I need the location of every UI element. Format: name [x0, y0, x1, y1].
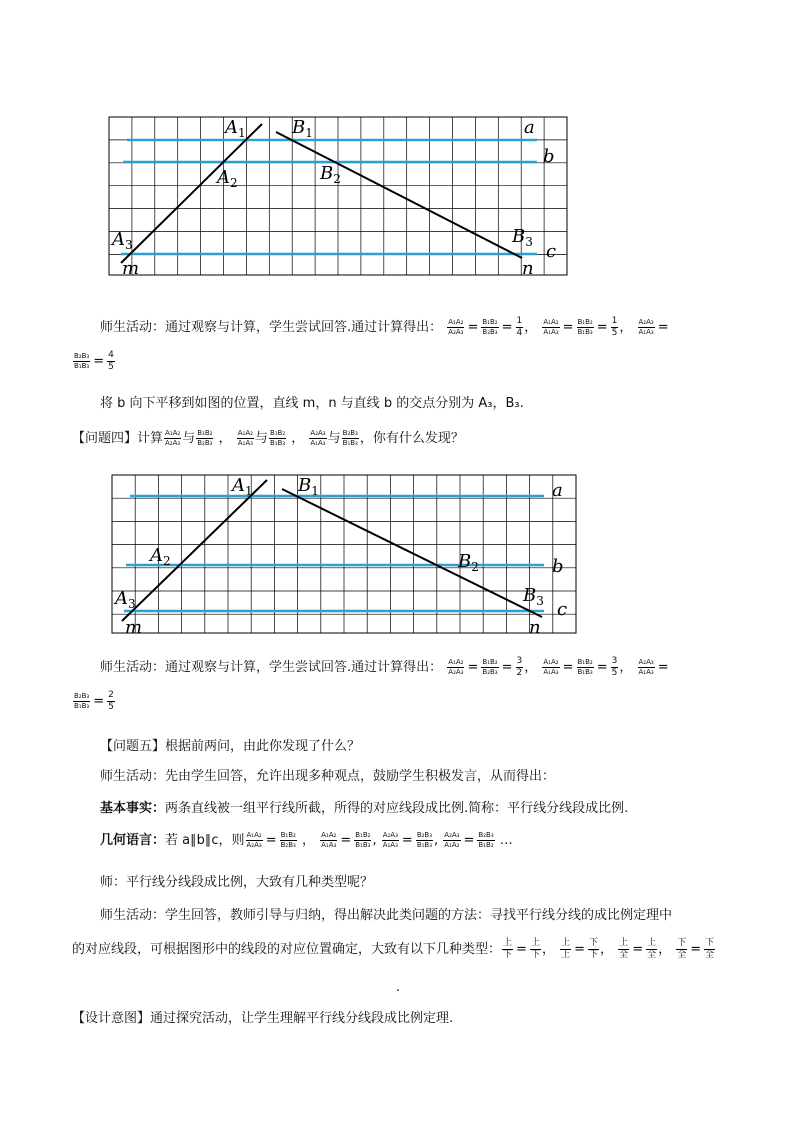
type-fraction: $\frac{\text{上}}{\text{下}}$ [530, 938, 540, 960]
paragraph-12: . [396, 980, 401, 995]
paragraph-4-cont: $\frac{\text{B₂B₃}}{\text{B₁B₃}}$ = $\frac{2}{5}$ [74, 690, 114, 712]
type-fraction: $\frac{\text{下}}{\text{全}}$ [677, 938, 687, 960]
fraction-value: $\frac{1}{5}$ [611, 316, 618, 338]
fraction: $\frac{\text{B₂B₃}}{\text{B₁B₃}}$ [74, 692, 90, 710]
label-B2: $B_2$ [458, 551, 479, 574]
paragraph-8: 几何语言：若 a∥b∥c，则 $\frac{\text{A₁A₂}}{\text{A₂A₃}}$ = $\frac{\text{B₁B₂}}{\text{B₂B₃}}$ ， $\frac{\text{A₁A₂}}{\text{A₁A₃}}$ = $\frac{\text{B₁B₂}}{\text{B₁B₃}}$ , $\frac{\text{A₂A₃}}{\text{A₁A₃}}$ = $\frac{\text{B₂B₃}}{\text{B₁B₃}}$ , $\frac{\text{A₂A₃}}{\text{A₁A₂}}$ = $\frac{\text{B₂B₃}}{\text{B₁B₂}}$ … [100, 831, 513, 849]
p1-text: 师生活动：通过观察与计算，学生尝试回答.通过计算得出： [100, 320, 443, 335]
fraction-value: $\frac{1}{4}$ [516, 316, 523, 338]
fraction: $\frac{\text{A₁A₂}}{\text{A₁A₃}}$ [543, 318, 559, 336]
fraction: $\frac{\text{A₂A₃}}{\text{A₁A₃}}$ [638, 318, 654, 336]
type-fraction: $\frac{\text{下}}{\text{全}}$ [705, 938, 715, 960]
fraction: $\frac{\text{A₂A₃}}{\text{A₁A₂}}$ [444, 831, 460, 849]
label-m: m [122, 258, 140, 279]
label-A1: $A_1$ [225, 117, 246, 140]
fraction: $\frac{\text{A₁A₂}}{\text{A₁A₃}}$ [321, 831, 337, 849]
fraction: $\frac{\text{A₁A₂}}{\text{A₂A₃}}$ [448, 658, 464, 676]
label-B2: $B_2$ [320, 163, 341, 186]
label-n: n [529, 617, 541, 638]
label-B1: $B_1$ [298, 475, 319, 498]
fraction: $\frac{\text{A₁A₂}}{\text{A₂A₃}}$ [165, 429, 181, 447]
fraction: $\frac{\text{A₁A₂}}{\text{A₁A₃}}$ [543, 658, 559, 676]
type-fraction: $\frac{\text{上}}{\text{下}}$ [503, 938, 513, 960]
label-b: b [543, 146, 555, 167]
label-A3: $A_3$ [115, 588, 136, 611]
fraction: $\frac{\text{B₁B₂}}{\text{B₂B₃}}$ [197, 429, 213, 447]
label-n: n [522, 258, 534, 279]
type-fraction: $\frac{\text{上}}{\text{全}}$ [647, 938, 657, 960]
fraction-value: $\frac{2}{5}$ [108, 690, 114, 712]
figure-1-svg [109, 117, 569, 277]
paragraph-13: 【设计意图】通过探究活动，让学生理解平行线分线段成比例定理. [72, 1011, 454, 1026]
label-A2: $A_2$ [217, 167, 238, 190]
paragraph-1: 师生活动：通过观察与计算，学生尝试回答.通过计算得出： $\frac{\text{A₁A₂}}{\text{A₂A₃}}$ = $\frac{\text{B₁B₂}}{\text{B₂B₃}}$ = $\frac{1}{4}$ ， $\frac{\text{A₁A₂}}{\text{A₁A₃}}$ = $\frac{\text{B₁B₂}}{\text{B₁B₃}}$ = $\frac{1}{5}$ ， $\frac{\text{A₂A₃}}{\text{A₁A₃}}$ = [100, 316, 669, 338]
fraction: $\frac{\text{A₁A₂}}{\text{A₂A₃}}$ [448, 318, 464, 336]
fraction-value: $\frac{3}{2}$ [516, 656, 523, 678]
fraction: $\frac{\text{B₂B₃}}{\text{B₁B₃}}$ [342, 429, 358, 447]
fraction-value: $\frac{4}{5}$ [108, 350, 114, 372]
fraction: $\frac{\text{B₁B₂}}{\text{B₂B₃}}$ [482, 658, 498, 676]
label-A2: $A_2$ [150, 545, 171, 568]
label-A3: $A_3$ [112, 229, 133, 252]
label-B3: $B_3$ [512, 226, 533, 249]
fraction: $\frac{\text{B₁B₂}}{\text{B₂B₃}}$ [280, 831, 296, 849]
figure-2 [112, 475, 572, 638]
label-c: c [546, 241, 557, 262]
fraction: $\frac{\text{A₂A₃}}{\text{A₁A₃}}$ [382, 831, 398, 849]
paragraph-9: 师：平行线分线段成比例，大致有几种类型呢？ [100, 875, 374, 890]
paragraph-6: 师生活动：先由学生回答，允许出现多种观点，鼓励学生积极发言，从而得出： [100, 769, 556, 784]
transversal-n [276, 132, 522, 258]
paragraph-5: 【问题五】根据前两问，由此你发现了什么？ [100, 739, 361, 754]
fraction: $\frac{\text{A₁A₂}}{\text{A₂A₃}}$ [246, 831, 262, 849]
label-A1: $A_1$ [232, 475, 253, 498]
fraction: $\frac{\text{B₁B₂}}{\text{B₂B₃}}$ [482, 318, 498, 336]
fraction: $\frac{\text{B₂B₃}}{\text{B₁B₃}}$ [416, 831, 433, 849]
paragraph-10: 师生活动：学生回答，教师引导与归纳，得出解决此类问题的方法：寻找平行线分线的成比例定理中 [100, 908, 673, 923]
paragraph-4: 师生活动：通过观察与计算，学生尝试回答.通过计算得出： $\frac{\text{A₁A₂}}{\text{A₂A₃}}$ = $\frac{\text{B₁B₂}}{\text{B₂B₃}}$ = $\frac{3}{2}$ ， $\frac{\text{A₁A₂}}{\text{A₁A₃}}$ = $\frac{\text{B₁B₂}}{\text{B₁B₃}}$ = $\frac{3}{5}$ ， $\frac{\text{A₂A₃}}{\text{A₁A₃}}$ = [100, 656, 669, 678]
fraction: $\frac{\text{B₁B₂}}{\text{B₁B₃}}$ [269, 429, 286, 447]
label-a: a [524, 117, 535, 138]
type-fraction: $\frac{\text{下}}{\text{下}}$ [589, 938, 599, 960]
transversal-m [121, 124, 262, 263]
transversal-m [122, 480, 267, 621]
fraction: $\frac{\text{B₁B₂}}{\text{B₁B₃}}$ [355, 831, 371, 849]
paragraph-7: 基本事实：两条直线被一组平行线所截，所得的对应线段成比例.简称：平行线分线段成比例. [100, 801, 629, 816]
label-c: c [557, 599, 568, 620]
label-B3: $B_3$ [523, 585, 544, 608]
figure-2-grid [112, 475, 576, 633]
label-m: m [125, 617, 143, 638]
paragraph-3: 【问题四】计算 $\frac{\text{A₁A₂}}{\text{A₂A₃}}$ 与 $\frac{\text{B₁B₂}}{\text{B₂B₃}}$ ， $\frac{\text{A₁A₂}}{\text{A₁A₃}}$ 与 $\frac{\text{B₁B₂}}{\text{B₁B₃}}$ ， $\frac{\text{A₂A₃}}{\text{A₁A₃}}$ 与 $\frac{\text{B₂B₃}}{\text{B₁B₃}}$ ，你有什么发现？ [72, 429, 464, 447]
fraction: $\frac{\text{B₁B₂}}{\text{B₁B₃}}$ [577, 318, 593, 336]
figure-2-svg [112, 475, 572, 638]
paragraph-11: 的对应线段，可根据图形中的线段的对应位置确定，大致有以下几种类型： $\frac{\text{上}}{\text{下}}$ = $\frac{\text{上}}{\text{下}}$ ， $\frac{\text{上}}{\text{上}}$ = $\frac{\text{下}}{\text{下}}$ ， $\frac{\text{上}}{\text{全}}$ = $\frac{\text{上}}{\text{全}}$ ， $\frac{\text{下}}{\text{全}}$ = $\frac{\text{下}}{\text{全}}$ [72, 938, 715, 960]
fraction-value: $\frac{3}{5}$ [611, 656, 618, 678]
figure-1 [109, 117, 569, 277]
fraction: $\frac{\text{B₁B₂}}{\text{B₁B₃}}$ [577, 658, 593, 676]
fraction: $\frac{\text{A₂A₃}}{\text{A₁A₃}}$ [638, 658, 654, 676]
label-b: b [552, 556, 564, 577]
label-B1: $B_1$ [292, 117, 313, 140]
paragraph-2: 将 b 向下平移到如图的位置，直线 m，n 与直线 b 的交点分别为 A₃，B₃. [100, 396, 524, 411]
fraction: $\frac{\text{B₂B₃}}{\text{B₁B₂}}$ [478, 831, 494, 849]
paragraph-1-cont: $\frac{\text{B₂B₃}}{\text{B₁B₃}}$ = $\frac{4}{5}$ [74, 350, 114, 372]
fraction: $\frac{\text{A₁A₂}}{\text{A₁A₃}}$ [237, 429, 253, 447]
type-fraction: $\frac{\text{上}}{\text{上}}$ [561, 938, 571, 960]
type-fraction: $\frac{\text{上}}{\text{全}}$ [619, 938, 629, 960]
label-a: a [552, 480, 563, 501]
fraction: $\frac{\text{B₂B₃}}{\text{B₁B₃}}$ [74, 352, 90, 370]
fraction: $\frac{\text{A₂A₃}}{\text{A₁A₃}}$ [310, 429, 326, 447]
